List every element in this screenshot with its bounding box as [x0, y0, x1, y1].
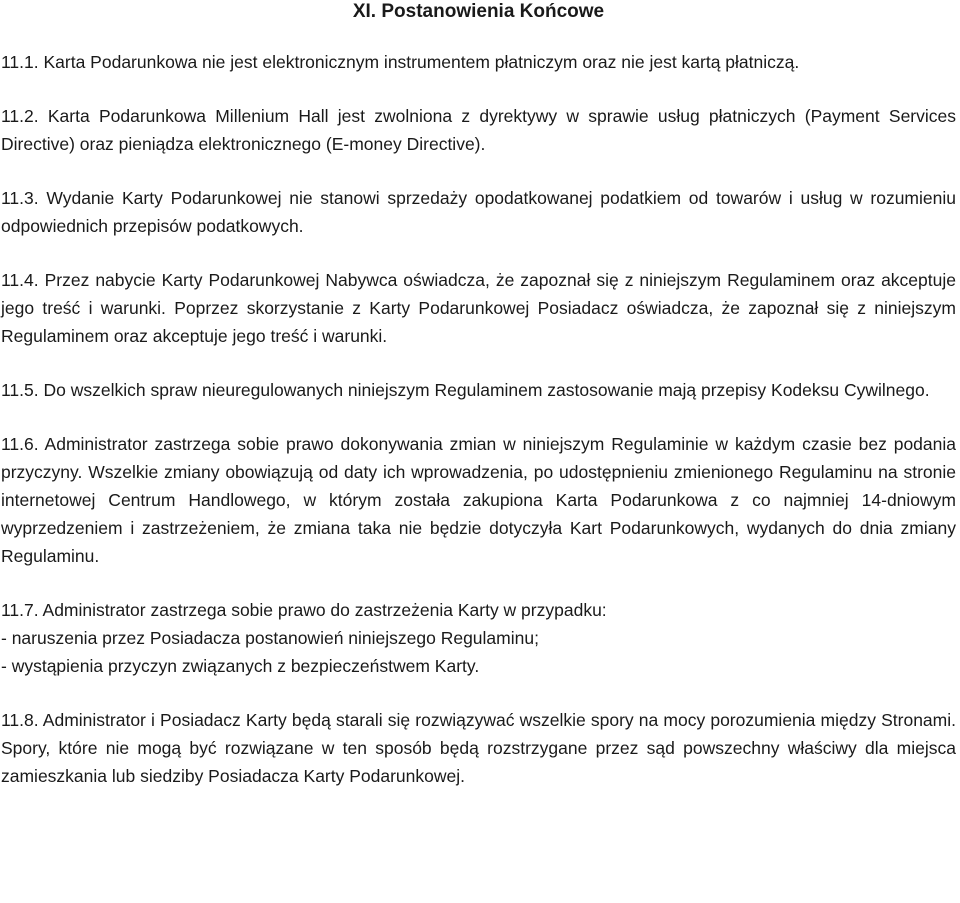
paragraph-11-7 — [1, 596, 956, 680]
section-title: XI. Postanowienia Końcowe — [352, 1, 605, 22]
paragraph-11-5: 11.5. Do wszelkich spraw nieuregulowanych niniejszym Regulaminem zastosowanie mają przepisy Kodeksu Cywilnego. — [1, 380, 930, 400]
paragraph-11-1: 11.1. Karta Podarunkowa nie jest elektronicznym instrumentem płatniczym oraz nie jest kartą płatniczą. — [1, 52, 800, 72]
list-item: - naruszenia przez Posiadacza postanowień niniejszego Regulaminu; — [1, 628, 539, 648]
list-item: - wystąpienia przyczyn związanych z bezpieczeństwem Karty. — [1, 656, 480, 676]
paragraph-11-4: 11.4. Przez nabycie Karty Podarunkowej Nabywca oświadcza, że zapoznał się z niniejszym Regulaminem oraz akceptuje jego treść i warunki. Poprzez skorzystanie z Karty Podarunkowej Posiadacz oświadcza, że zapoznał się z niniejszym Regulaminem oraz akceptuje jego treść i warunki. — [1, 270, 956, 346]
paragraph-11-6: 11.6. Administrator zastrzega sobie prawo dokonywania zmian w niniejszym Regulaminie w każdym czasie bez podania przyczyny. Wszelkie zmiany obowiązują od daty ich wprowadzenia, po udostępnieniu zmienionego Regulaminu na stronie internetowej Centrum Handlowego, w którym została zakupiona Karta Podarunkowa z co najmniej 14-dniowym wyprzedzeniem i zastrzeżeniem, że zmiana taka nie będzie dotyczyła Kart Podarunkowych, wydanych do dnia zmiany Regulaminu. — [1, 434, 956, 566]
paragraph-11-3: 11.3. Wydanie Karty Podarunkowej nie stanowi sprzedaży opodatkowanej podatkiem od towarów i usług w rozumieniu odpowiednich przepisów podatkowych. — [1, 188, 956, 236]
paragraph-11-7-intro: 11.7. Administrator zastrzega sobie prawo do zastrzeżenia Karty w przypadku: — [1, 600, 607, 620]
paragraph-11-2: 11.2. Karta Podarunkowa Millenium Hall jest zwolniona z dyrektywy w sprawie usług płatniczych (Payment Services Directive) oraz pieniądza elektronicznego (E-money Directive). — [1, 106, 956, 154]
paragraph-11-8: 11.8. Administrator i Posiadacz Karty będą starali się rozwiązywać wszelkie spory na mocy porozumienia między Stronami. Spory, które nie mogą być rozwiązane w ten sposób będą rozstrzygane przez sąd powszechny właściwy dla miejsca zamieszkania lub siedziby Posiadacza Karty Podarunkowej. — [1, 710, 956, 786]
